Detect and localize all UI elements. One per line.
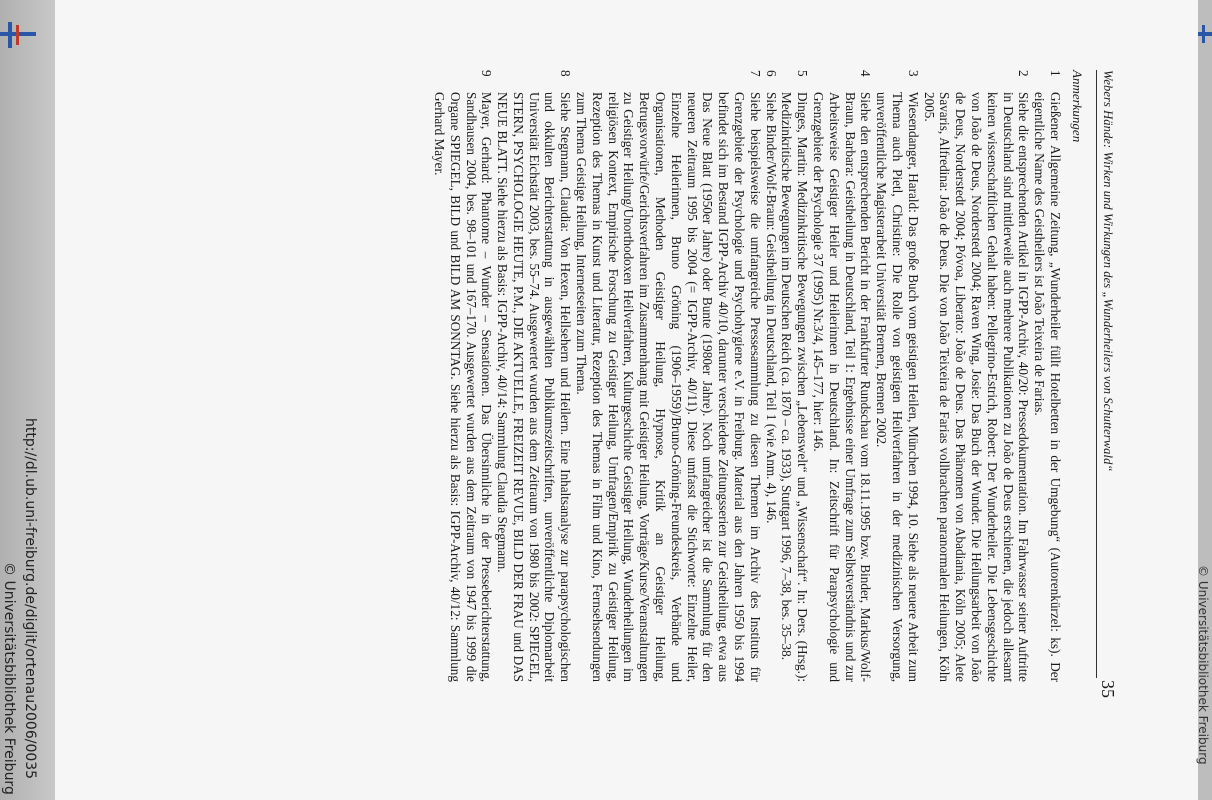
source-url-link[interactable]: http://dl.ub.uni-freiburg.de/diglit/ortenau2006/0035 xyxy=(22,418,38,780)
note-number: 6 xyxy=(763,70,779,77)
note-text: Siehe beispielsweise die umfangreiche Pressesammlung zu diesen Themen im Archiv des Instituts für Grenzgebiete der Psychologie und Psychohygiene e.V. in Freiburg. Material aus den Jahren 1950 bis 1994 befindet sich im Bestand IGPP-Archiv 40/10, darunter verschiedene Zeitungsserien zur Geistheilung, etwa aus Das Neue Blatt (1950er Jahre) oder Bunte (1980er Jahre). Noch umfangreicher ist die Sammlung für den neueren Zeitraum 1995 bis 2004 (= IGPP-Archiv, 40/11). Diese umfasst die Stichworte: Einzelne Heiler, Einzelne Heilerinnen, Bruno Gröning (1906–1959)/Bruno-Gröning-Freundeskreis, Verbände und Organisationen, Methoden Geistiger Heilung, Hypnose, Kritik an Geistiger Heilung, Betrugsvorwürfe/Gerichtsverfahren im Zusammenhang mit Geistiger Heilung, Vorträge/Kurse/Veranstaltungen zu Geistiger Heilung/Unorthodoxen Heilverfahren, Kulturgeschichte Geistiger Heilung, Wunderheilungen im religiösen Kontext, Empirische Forschung zu Geistiger Heilung, Umfragen/Empirik zu Geistiger Heilung, Rezeption des Themas in Kunst und Literatur, Rezeption des Themas in Film und Kino, Fernsehsendungen zum Thema Geistige Heilung, Internetseiten zum Thema. xyxy=(574,92,763,682)
note-text: Siehe die entsprechenden Artikel in IGPP-Archiv, 40/20: Pressedokumentation. Im Fahrwasser seiner Auftritte in Deutschland sind mittlerweile auch mehrere Publikationen zu João de Deus erschienen, die jedoch allesamt keinen wissenschaftlichen Gehalt haben: Pellegrino-Estrich, Robert: Der Wunderheiler. Die Lebensgeschichte von João de Deus, Norderstedt 2004; Raven Wing, Josie: Das Buch der Wunder. Die Heilungsarbeit von João de Deus, Norderstedt 2004; Póvoa, Liberato: João de Deus. Das Phänomen von Abadiania, Köln 2005; Alete Savaris, Alfredina: João de Deus. Die von João Teixeira de Farias vollbrachten paranormalen Heilungen, Köln 2005. xyxy=(921,92,1032,682)
note-text: Wiesendanger, Harald: Das große Buch vom geistigen Heilen, München 1994, 10. Siehe als neuere Arbeit zum Thema auch Pietl, Christine: Die Rolle von geistigen Heilverfahren in der medizinischen Versorgung, unveröffentliche Magisterarbeit Universität Bremen, Bremen 2002. xyxy=(874,92,921,682)
note-number: 7 xyxy=(747,70,763,77)
note-number: 2 xyxy=(1016,70,1032,77)
section-heading: Anmerkungen xyxy=(1070,70,1085,143)
note-text: Siehe Binder/Wolf-Braun: Geistheilung in Deutschland, Teil 1 (wie Anm. 4), 146. xyxy=(763,92,779,524)
page-number: 35 xyxy=(1098,680,1118,698)
note-number: 5 xyxy=(795,70,811,77)
running-head: Webers Hände: Wirken und Wirkungen des „Wunderheilers von Schutterwald“ xyxy=(1096,70,1115,678)
copyright-notice: © Universitätsbibliothek Freiburg xyxy=(1,562,17,795)
rotated-page-content xyxy=(115,70,1118,720)
library-logo-icon-right xyxy=(1198,20,1212,50)
copyright-notice-edge: © Universitätsbibliothek Freiburg xyxy=(1196,565,1210,765)
note-number: 8 xyxy=(558,70,574,77)
note-text: Siehe Stegmann, Claudia: Von Hexen, Hellsehern und Heilern. Eine Inhaltsanalyse zur parapsychologischen und okkulten Berichterstattung in ausgewählten Publikumszeitschriften, unveröffentlichte Diplomarbeit Universität Eichstätt 2003, bes. 55–74. Ausgewertet wurden aus dem Zeitraum von 1980 bis 2002: SPIEGEL, STERN, PSYCHOLOGIE HEUTE, P.M., DIE AKTUELLE, FREIZEIT REVUE, BILD DER FRAU und DAS NEUE BLATT. Siehe hierzu als Basis: IGPP-Archiv, 40/14: Sammlung Claudia Stegmann. xyxy=(495,92,574,682)
note xyxy=(494,70,573,682)
note xyxy=(1031,70,1063,682)
note xyxy=(573,70,763,682)
note-text: Siehe den entsprechenden Bericht in der Frankfurter Rundschau vom 18.11.1995 bzw. Binder, Markus/Wolf-Braun, Barbara: Geistheilung in Deutschland, Teil 1: Ergebnisse einer Umfrage zum Selbstverständnis und zur Arbeitsweise Geistiger Heiler und Heilerinnen in Deutschland. In: Zeitschrift für Parapsychologie und Grenzgebiete der Psychologie 37 (1995) Nr.3/4, 145–177, hier: 146. xyxy=(811,92,874,682)
notes-list xyxy=(431,70,1063,682)
note-number: 9 xyxy=(479,70,495,77)
note-number: 3 xyxy=(905,70,921,77)
note-text: Dinges, Martin: Medizinkritische Bewegungen zwischen „Lebenswelt“ und „Wissenschaft“. In: Ders. (Hrsg.): Medizinkritische Bewegungen im Deutschen Reich (ca. 1870 – ca. 1933), Stuttgart 1996, 7–38, bes. 35–38. xyxy=(779,92,811,682)
note xyxy=(873,70,920,682)
note xyxy=(810,70,873,682)
library-logo-icon xyxy=(0,20,36,50)
note-text: Gießener Allgemeine Zeitung, „Wunderheiler füllt Hotelbetten in der Umgebung“ (Autorenkürzel: ks). Der eigentliche Name des Geistheilers ist João Teixeira de Farias. xyxy=(1032,92,1063,682)
note xyxy=(779,70,811,682)
note-number: 4 xyxy=(858,70,874,77)
note xyxy=(921,70,1032,682)
note xyxy=(431,70,494,682)
note xyxy=(763,70,779,682)
note-text: Mayer, Gerhard: Phantome – Wunder – Sensationen. Das Übersinnliche in der Presseberichterstattung, Sandhausen 2004, bes. 98–101 und 167–170. Ausgewertet wurden aus dem Zeitraum von 1947 bis 1999 die Organe SPIEGEL, BILD und BILD AM SONNTAG. Siehe hierzu als Basis: IGPP-Archiv, 40/12: Sammlung Gerhard Mayer. xyxy=(431,92,495,682)
note-number: 1 xyxy=(1048,70,1063,77)
